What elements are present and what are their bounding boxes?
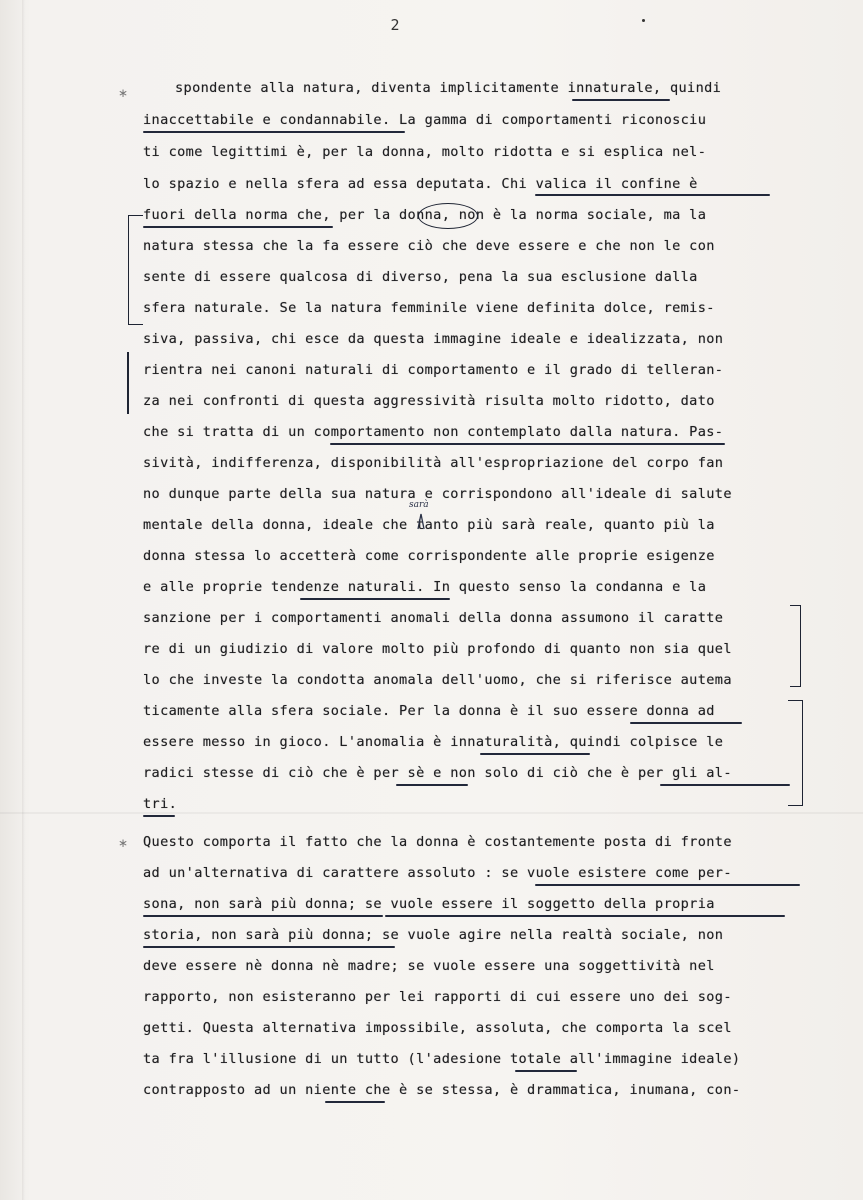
text-line: mentale della donna, ideale che tanto più sarà reale, quanto più la — [143, 517, 715, 533]
underline-mark — [143, 226, 333, 228]
text-line: deve essere nè donna nè madre; se vuole essere una soggettività nel — [143, 958, 715, 974]
text-line: sente di essere qualcosa di diverso, pena la sua esclusione dalla — [143, 269, 698, 285]
text-line: no dunque parte della sua natura e corrispondono all'ideale di salute — [143, 486, 732, 502]
text-line: radici stesse di ciò che è per sè e non solo di ciò che è per gli al- — [143, 765, 732, 781]
underline-mark — [660, 784, 790, 786]
text-line: ticamente alla sfera sociale. Per la donna è il suo essere donna ad — [143, 703, 715, 719]
underline-mark — [300, 598, 450, 600]
text-line: rientra nei canoni naturali di comportamento e il grado di telleran- — [143, 362, 724, 378]
text-line: ad un'alternativa di carattere assoluto : se vuole esistere come per- — [143, 865, 732, 881]
page-number: 2 — [390, 16, 400, 34]
underline-mark — [396, 784, 468, 786]
text-line: sona, non sarà più donna; se vuole essere il soggetto della propria — [143, 896, 715, 912]
margin-tick-mark: ∗ — [118, 86, 129, 100]
text-line: re di un giudizio di valore molto più profondo di quanto non sia quel — [143, 641, 732, 657]
text-line: essere messo in gioco. L'anomalia è innaturalità, quindi colpisce le — [143, 734, 724, 750]
text-line: contrapposto ad un niente che è se stessa, è drammatica, inumana, con- — [143, 1082, 741, 1098]
text-line: rapporto, non esisteranno per lei rapporti di cui essere uno dei sog- — [143, 989, 732, 1005]
underline-mark — [330, 443, 725, 445]
text-line: siva, passiva, chi esce da questa immagine ideale e idealizzata, non — [143, 331, 724, 347]
text-line: tri. — [143, 796, 178, 812]
text-line: getti. Questa alternativa impossibile, assoluta, che comporta la scel — [143, 1020, 732, 1036]
text-line: lo spazio e nella sfera ad essa deputata. Chi valica il confine è — [143, 176, 698, 192]
underline-mark — [535, 194, 770, 196]
text-line: ta fra l'illusione di un tutto (l'adesione totale all'immagine ideale) — [143, 1051, 741, 1067]
text-line: inaccettabile e condannabile. La gamma di comportamenti riconosciu — [143, 112, 707, 128]
text-line: che si tratta di un comportamento non contemplato dalla natura. Pas- — [143, 424, 724, 440]
text-line: donna stessa lo accetterà come corrispondente alle proprie esigenze — [143, 548, 715, 564]
text-line: natura stessa che la fa essere ciò che deve essere e che non le con — [143, 238, 715, 254]
insertion-caret-mark — [417, 512, 425, 530]
text-line: Questo comporta il fatto che la donna è costantemente posta di fronte — [143, 834, 732, 850]
margin-tick-mark: ∗ — [118, 836, 129, 850]
margin-line-left — [127, 352, 129, 414]
text-line: ti come legittimi è, per la donna, molto ridotta e si esplica nel- — [143, 144, 707, 160]
text-line: storia, non sarà più donna; se vuole agire nella realtà sociale, non — [143, 927, 724, 943]
text-line: spondente alla natura, diventa implicitamente innaturale, quindi — [175, 80, 722, 96]
underline-mark — [535, 884, 800, 886]
underline-mark — [143, 131, 405, 133]
margin-bracket-right — [788, 700, 803, 806]
underline-mark — [515, 1070, 577, 1072]
handwritten-insertion: sarà — [409, 500, 429, 510]
text-line: sività, indifferenza, disponibilità all'espropriazione del corpo fan — [143, 455, 724, 471]
underline-mark — [325, 1101, 385, 1103]
text-line: sanzione per i comportamenti anomali della donna assumono il caratte — [143, 610, 724, 626]
text-line: fuori della norma che, per la donna, non è la norma sociale, ma la — [143, 207, 707, 223]
margin-bracket-left — [128, 215, 143, 325]
underline-mark — [480, 753, 590, 755]
underline-mark — [572, 99, 670, 101]
circled-word — [418, 203, 478, 229]
text-line: e alle proprie tendenze naturali. In questo senso la condanna e la — [143, 579, 707, 595]
margin-bracket-right — [790, 605, 801, 687]
text-line: lo che investe la condotta anomala dell'uomo, che si riferisce autema — [143, 672, 732, 688]
underline-mark — [143, 915, 383, 917]
underline-mark — [143, 815, 175, 817]
underline-mark — [143, 946, 395, 948]
text-line: za nei confronti di questa aggressività risulta molto ridotto, dato — [143, 393, 715, 409]
underline-mark — [385, 915, 785, 917]
text-line: sfera naturale. Se la natura femminile viene definita dolce, remis- — [143, 300, 715, 316]
underline-mark — [630, 722, 742, 724]
